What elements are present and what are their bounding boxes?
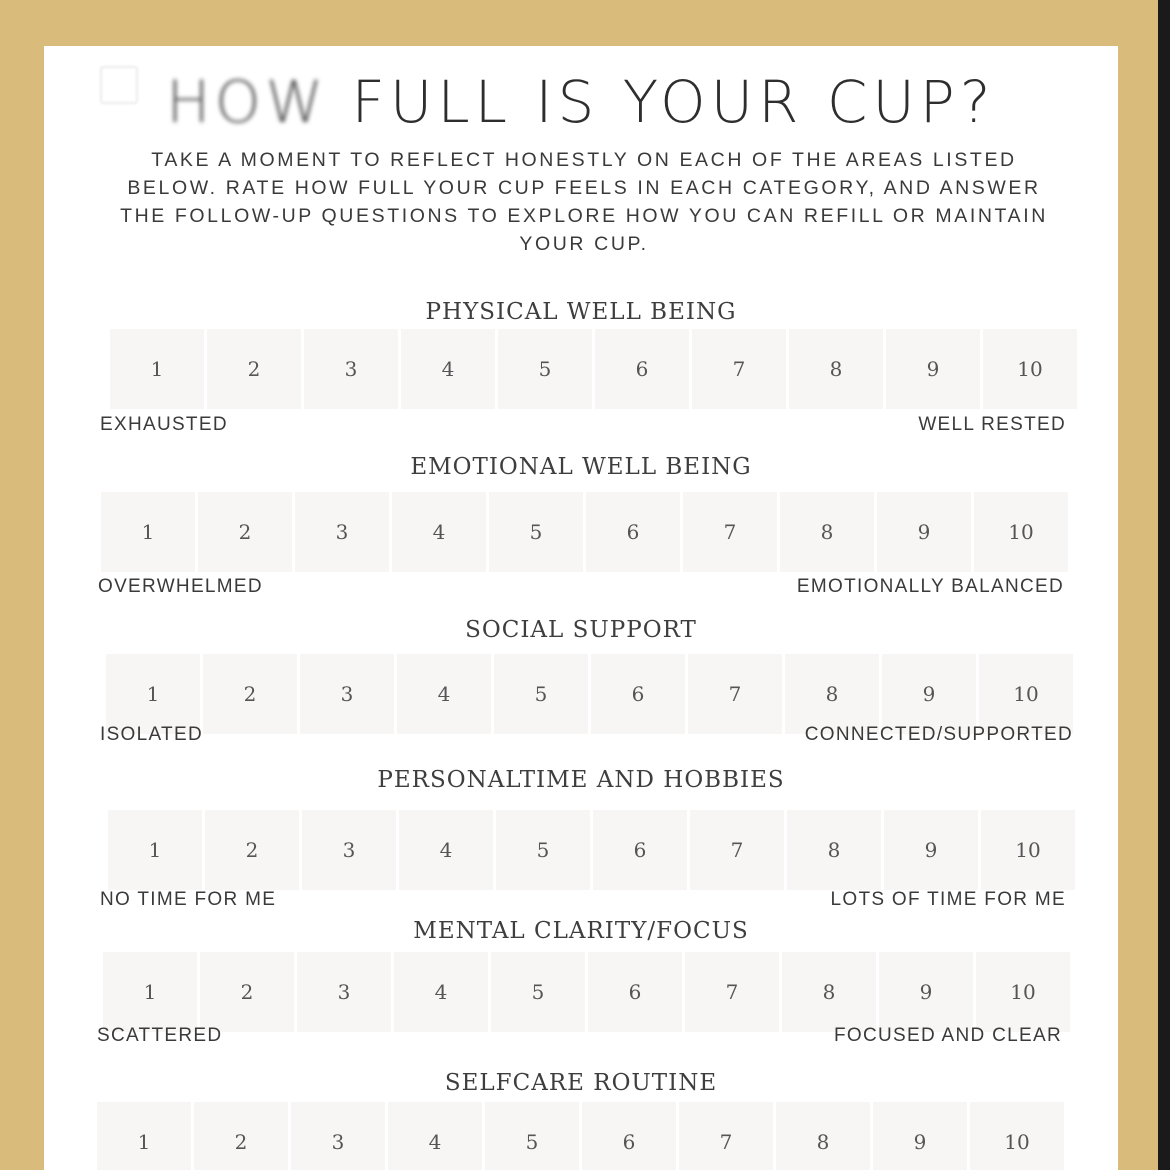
rating-scale <box>108 810 1078 890</box>
rating-scale <box>97 1102 1067 1170</box>
rating-cell-10[interactable]: 10 <box>974 492 1068 572</box>
rating-cell-5[interactable]: 5 <box>496 810 590 890</box>
rating-cell-6[interactable]: 6 <box>593 810 687 890</box>
rating-cell-2[interactable]: 2 <box>205 810 299 890</box>
rating-cell-9[interactable]: 9 <box>877 492 971 572</box>
section-title: SOCIAL SUPPORT <box>465 617 697 643</box>
rating-cell-9[interactable]: 9 <box>882 654 976 734</box>
rating-cell-8[interactable]: 8 <box>780 492 874 572</box>
rating-cell-2[interactable]: 2 <box>198 492 292 572</box>
rating-cell-5[interactable]: 5 <box>491 952 585 1032</box>
rating-cell-6[interactable]: 6 <box>595 329 689 409</box>
rating-cell-10[interactable]: 10 <box>979 654 1073 734</box>
rating-cell-4[interactable]: 4 <box>397 654 491 734</box>
page-title-blurred: HOW <box>166 68 329 136</box>
rating-cell-10[interactable]: 10 <box>970 1102 1064 1170</box>
rating-cell-8[interactable]: 8 <box>787 810 881 890</box>
rating-cell-8[interactable]: 8 <box>776 1102 870 1170</box>
rating-cell-6[interactable]: 6 <box>586 492 680 572</box>
rating-cell-5[interactable]: 5 <box>498 329 592 409</box>
rating-scale <box>101 492 1071 572</box>
scale-high-label: EMOTIONALLY BALANCED <box>796 576 1064 597</box>
rating-cell-5[interactable]: 5 <box>489 492 583 572</box>
section-title: MENTAL CLARITY/FOCUS <box>413 918 749 944</box>
scale-high-label: CONNECTED/SUPPORTED <box>804 724 1073 745</box>
rating-cell-7[interactable]: 7 <box>692 329 786 409</box>
rating-cell-4[interactable]: 4 <box>394 952 488 1032</box>
scale-low-label: OVERWHELMED <box>98 576 263 597</box>
rating-cell-4[interactable]: 4 <box>399 810 493 890</box>
scale-high-label: WELL RESTED <box>918 414 1066 435</box>
rating-cell-9[interactable]: 9 <box>873 1102 967 1170</box>
rating-cell-7[interactable]: 7 <box>690 810 784 890</box>
scale-high-label: LOTS OF TIME FOR ME <box>830 889 1066 910</box>
rating-cell-1[interactable]: 1 <box>101 492 195 572</box>
rating-cell-10[interactable]: 10 <box>981 810 1075 890</box>
rating-cell-2[interactable]: 2 <box>203 654 297 734</box>
rating-cell-7[interactable]: 7 <box>688 654 782 734</box>
section-title: EMOTIONAL WELL BEING <box>410 454 752 480</box>
section-title: SELFCARE ROUTINE <box>444 1070 718 1096</box>
rating-cell-6[interactable]: 6 <box>588 952 682 1032</box>
rating-cell-1[interactable]: 1 <box>97 1102 191 1170</box>
rating-cell-5[interactable]: 5 <box>494 654 588 734</box>
rating-cell-8[interactable]: 8 <box>789 329 883 409</box>
rating-cell-5[interactable]: 5 <box>485 1102 579 1170</box>
page-title-rest: FULL IS YOUR CUP? <box>328 68 996 136</box>
rating-cell-1[interactable]: 1 <box>106 654 200 734</box>
rating-cell-9[interactable]: 9 <box>879 952 973 1032</box>
rating-scale <box>110 329 1080 409</box>
rating-cell-3[interactable]: 3 <box>300 654 394 734</box>
scale-high-label: FOCUSED AND CLEAR <box>834 1025 1062 1046</box>
rating-cell-4[interactable]: 4 <box>392 492 486 572</box>
page-title <box>44 66 1118 138</box>
rating-cell-7[interactable]: 7 <box>679 1102 773 1170</box>
worksheet-page <box>44 46 1118 1170</box>
rating-cell-8[interactable]: 8 <box>782 952 876 1032</box>
rating-cell-9[interactable]: 9 <box>886 329 980 409</box>
rating-cell-3[interactable]: 3 <box>304 329 398 409</box>
section-title: PERSONALTIME AND HOBBIES <box>377 767 785 793</box>
scale-low-label: SCATTERED <box>97 1025 223 1046</box>
rating-cell-7[interactable]: 7 <box>683 492 777 572</box>
rating-cell-10[interactable]: 10 <box>976 952 1070 1032</box>
scale-low-label: ISOLATED <box>100 724 203 745</box>
section-title: PHYSICAL WELL BEING <box>425 299 737 325</box>
rating-cell-6[interactable]: 6 <box>591 654 685 734</box>
rating-cell-10[interactable]: 10 <box>983 329 1077 409</box>
rating-cell-2[interactable]: 2 <box>207 329 301 409</box>
scale-low-label: NO TIME FOR ME <box>100 889 277 910</box>
rating-cell-6[interactable]: 6 <box>582 1102 676 1170</box>
rating-cell-3[interactable]: 3 <box>295 492 389 572</box>
rating-cell-7[interactable]: 7 <box>685 952 779 1032</box>
rating-cell-1[interactable]: 1 <box>110 329 204 409</box>
rating-cell-3[interactable]: 3 <box>302 810 396 890</box>
rating-cell-2[interactable]: 2 <box>200 952 294 1032</box>
rating-cell-4[interactable]: 4 <box>388 1102 482 1170</box>
scale-low-label: EXHAUSTED <box>100 414 228 435</box>
rating-scale <box>103 952 1073 1032</box>
rating-cell-4[interactable]: 4 <box>401 329 495 409</box>
rating-cell-1[interactable]: 1 <box>103 952 197 1032</box>
rating-scale <box>106 654 1076 734</box>
rating-cell-3[interactable]: 3 <box>297 952 391 1032</box>
rating-cell-3[interactable]: 3 <box>291 1102 385 1170</box>
intro-text: TAKE A MOMENT TO REFLECT HONESTLY ON EACH OF THE AREAS LISTED BELOW. RATE HOW FULL YOUR CUP FEELS IN EACH CATEGORY, AND ANSWER THE FOLLOW-UP QUESTIONS TO EXPLORE HOW YOU CAN REFILL OR MAINTAIN YOUR CUP. <box>120 149 1048 255</box>
rating-cell-8[interactable]: 8 <box>785 654 879 734</box>
rating-cell-1[interactable]: 1 <box>108 810 202 890</box>
rating-cell-9[interactable]: 9 <box>884 810 978 890</box>
rating-cell-2[interactable]: 2 <box>194 1102 288 1170</box>
